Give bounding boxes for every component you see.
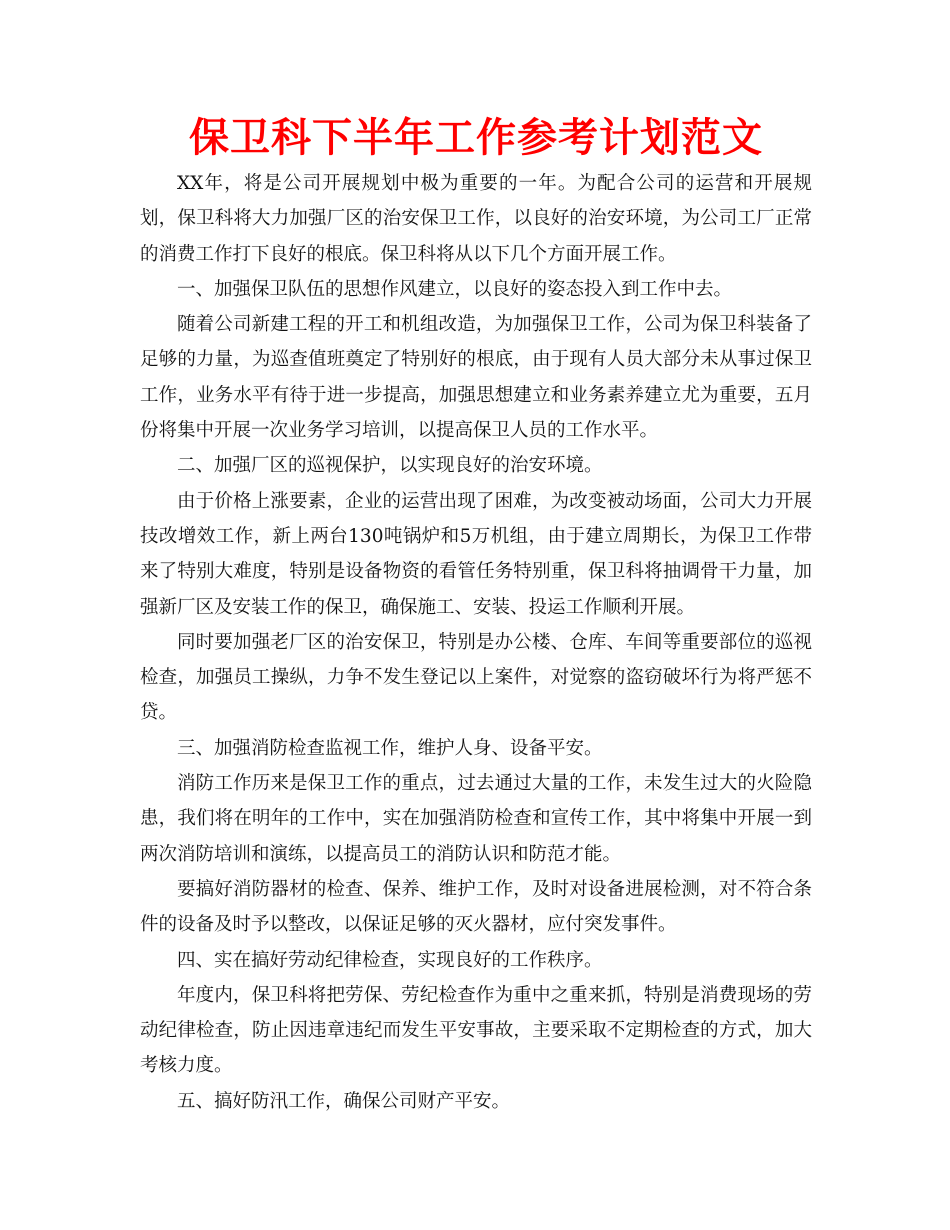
paragraph-section-2b: 同时要加强老厂区的治安保卫，特别是办公楼、仓库、车间等重要部位的巡视检查，加强员工操纵，力争不发生登记以上案件，对觉察的盗窃破坏行为将严惩不贷。 <box>140 631 812 724</box>
section-heading-4: 四、实在搞好劳动纪律检查，实现良好的工作秩序。 <box>177 949 603 971</box>
paragraph-section-3a: 消防工作历来是保卫工作的重点，过去通过大量的工作，未发生过大的火险隐患，我们将在明年的工作中，实在加强消防检查和宣传工作，其中将集中开展一到两次消防培训和演练，以提高员工的消防认识和防范才能。 <box>140 773 812 865</box>
section-heading-1: 一、加强保卫队伍的思想作风建立，以良好的姿态投入到工作中去。 <box>177 278 733 300</box>
section-heading-3: 三、加强消防检查监视工作，维护人身、设备平安。 <box>177 737 603 759</box>
paragraph-section-1: 随着公司新建工程的开工和机组改造，为加强保卫工作，公司为保卫科装备了足够的力量，为巡查值班奠定了特别好的根底，由于现有人员大部分未从事过保卫工作，业务水平有待于进一步提高，加强思想建立和业务素养建立尤为重要，五月份将集中开展一次业务学习培训，以提高保卫人员的工作水平。 <box>140 314 812 442</box>
document-title: 保卫科下半年工作参考计划范文 <box>189 115 763 161</box>
paragraph-section-2a: 由于价格上涨要素，企业的运营出现了困难，为改变被动场面，公司大力开展技改增效工作，新上两台130吨锅炉和5万机组，由于建立周期长，为保卫工作带来了特别大难度，特别是设备物资的看管任务特别重，保卫科将抽调骨干力量，加强新厂区及安装工作的保卫，确保施工、安装、投运工作顺利开展。 <box>140 490 812 618</box>
document-page <box>140 112 812 1119</box>
section-heading-5: 五、搞好防汛工作，确保公司财产平安。 <box>177 1090 511 1112</box>
paragraph-section-3b: 要搞好消防器材的检查、保养、维护工作，及时对设备进展检测，对不符合条件的设备及时予以整改，以保证足够的灭火器材，应付突发事件。 <box>140 878 812 936</box>
paragraph-section-4: 年度内，保卫科将把劳保、劳纪检查作为重中之重来抓，特别是消费现场的劳动纪律检查，防止因违章违纪而发生平安事故，主要采取不定期检查的方式，加大考核力度。 <box>140 984 812 1077</box>
paragraph-intro: XX年，将是公司开展规划中极为重要的一年。为配合公司的运营和开展规划，保卫科将大力加强厂区的治安保卫工作，以良好的治安环境，为公司工厂正常的消费工作打下良好的根底。保卫科将从以下几个方面开展工作。 <box>140 173 812 265</box>
section-heading-2: 二、加强厂区的巡视保护，以实现良好的治安环境。 <box>177 455 603 477</box>
